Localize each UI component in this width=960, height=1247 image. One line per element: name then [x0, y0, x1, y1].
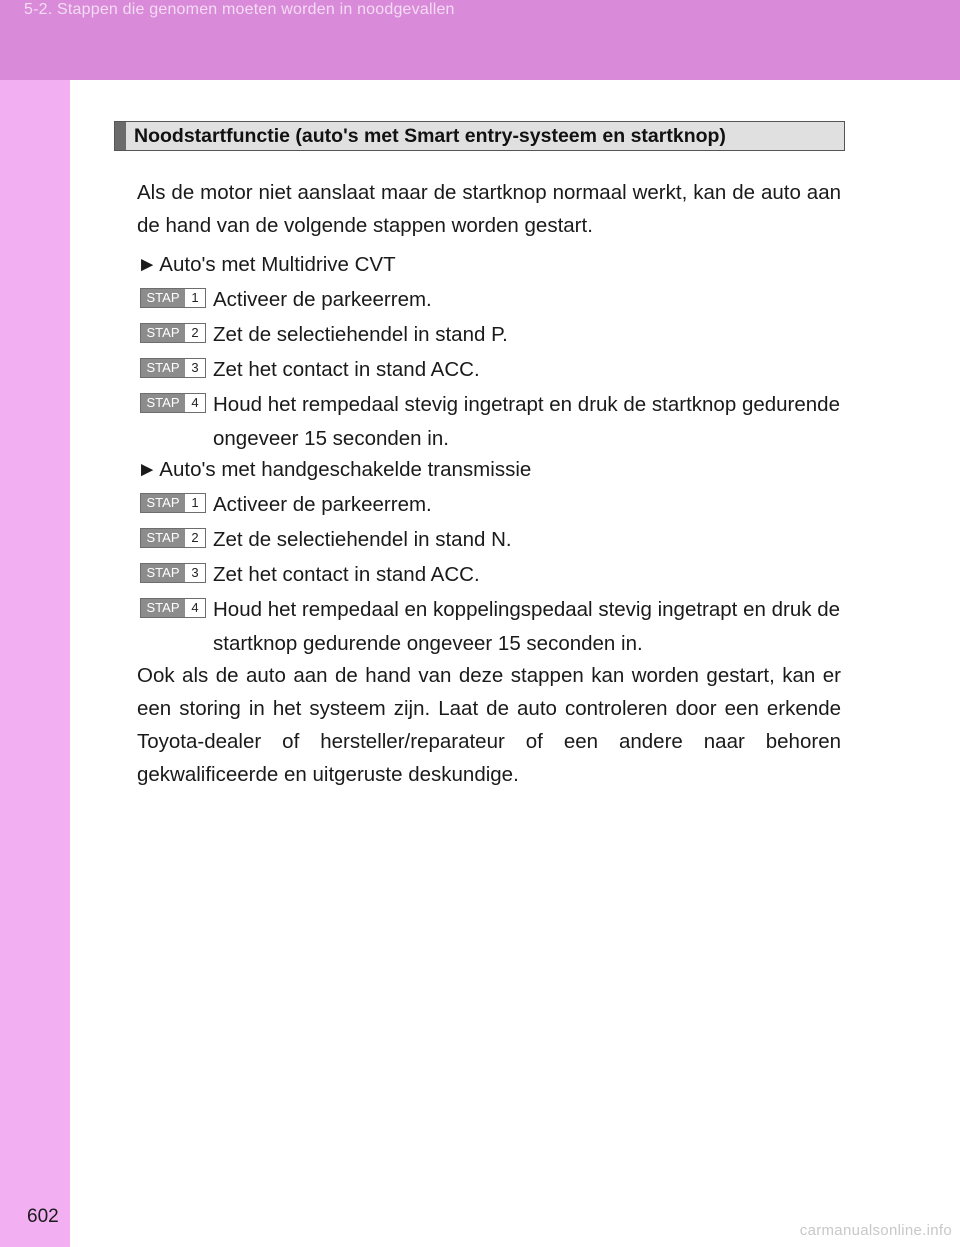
step-badge-label: STAP: [141, 599, 185, 617]
section-heading: [114, 121, 845, 151]
subsection-cvt: [137, 251, 396, 279]
side-strip: [0, 80, 70, 1247]
step-badge: [140, 563, 206, 583]
step-item: [140, 388, 844, 450]
step-item: [140, 558, 844, 592]
step-badge-label: STAP: [141, 324, 185, 342]
step-badge-number: 1: [185, 289, 205, 307]
arrow-right-icon: ►: [137, 253, 158, 276]
watermark: carmanualsonline.info: [799, 1222, 952, 1239]
step-badge-label: STAP: [141, 564, 185, 582]
step-badge-label: STAP: [141, 494, 185, 512]
chapter-title: 5-2. Stappen die genomen moeten worden in noodgevallen: [24, 1, 455, 18]
step-badge-number: 2: [185, 529, 205, 547]
step-text: Zet het contact in stand ACC.: [213, 358, 480, 381]
step-text: Activeer de parkeerrem.: [213, 493, 432, 516]
step-badge-number: 4: [185, 394, 205, 412]
step-text: Activeer de parkeerrem.: [213, 288, 432, 311]
subsection-title: Auto's met handgeschakelde transmissie: [159, 458, 532, 481]
step-badge: [140, 393, 206, 413]
step-text: Houd het rempedaal stevig ingetrapt en druk de startknop gedurende ongeveer 15 seconden in.: [213, 393, 840, 450]
step-item: [140, 488, 844, 522]
step-badge-label: STAP: [141, 394, 185, 412]
intro-paragraph: Als de motor niet aanslaat maar de startknop normaal werkt, kan de auto aan de hand van de volgende stappen worden gestart.: [137, 181, 841, 237]
step-text: Zet het contact in stand ACC.: [213, 563, 480, 586]
closing-paragraph: Ook als de auto aan de hand van deze stappen kan worden gestart, kan er een storing in het systeem zijn. Laat de auto controleren door een erkende Toyota-dealer of hersteller/reparateur of een andere naar behoren gekwalificeerde en uitgeruste deskundige.: [137, 664, 841, 786]
step-badge: [140, 358, 206, 378]
page-header: [0, 0, 960, 80]
step-badge: [140, 528, 206, 548]
step-badge-label: STAP: [141, 359, 185, 377]
subsection-manual: [137, 456, 531, 484]
step-item: [140, 318, 844, 352]
step-item: [140, 353, 844, 387]
step-badge-number: 4: [185, 599, 205, 617]
step-text: Zet de selectiehendel in stand N.: [213, 528, 512, 551]
heading-bar: [115, 122, 126, 150]
step-badge: [140, 323, 206, 343]
step-item: [140, 593, 844, 655]
section-heading-text: Noodstartfunctie (auto's met Smart entry-systeem en startknop): [134, 124, 726, 147]
page-number: 602: [27, 1206, 59, 1227]
step-badge-number: 2: [185, 324, 205, 342]
step-badge-number: 3: [185, 564, 205, 582]
step-badge-number: 3: [185, 359, 205, 377]
step-badge-label: STAP: [141, 529, 185, 547]
step-badge: [140, 493, 206, 513]
step-item: [140, 283, 844, 317]
step-text: Houd het rempedaal en koppelingspedaal stevig ingetrapt en druk de startknop gedurende ongeveer 15 seconden in.: [213, 598, 840, 655]
step-item: [140, 523, 844, 557]
step-badge: [140, 288, 206, 308]
arrow-right-icon: ►: [137, 458, 158, 481]
step-text: Zet de selectiehendel in stand P.: [213, 323, 508, 346]
step-badge-number: 1: [185, 494, 205, 512]
step-badge-label: STAP: [141, 289, 185, 307]
subsection-title: Auto's met Multidrive CVT: [159, 253, 396, 276]
step-badge: [140, 598, 206, 618]
